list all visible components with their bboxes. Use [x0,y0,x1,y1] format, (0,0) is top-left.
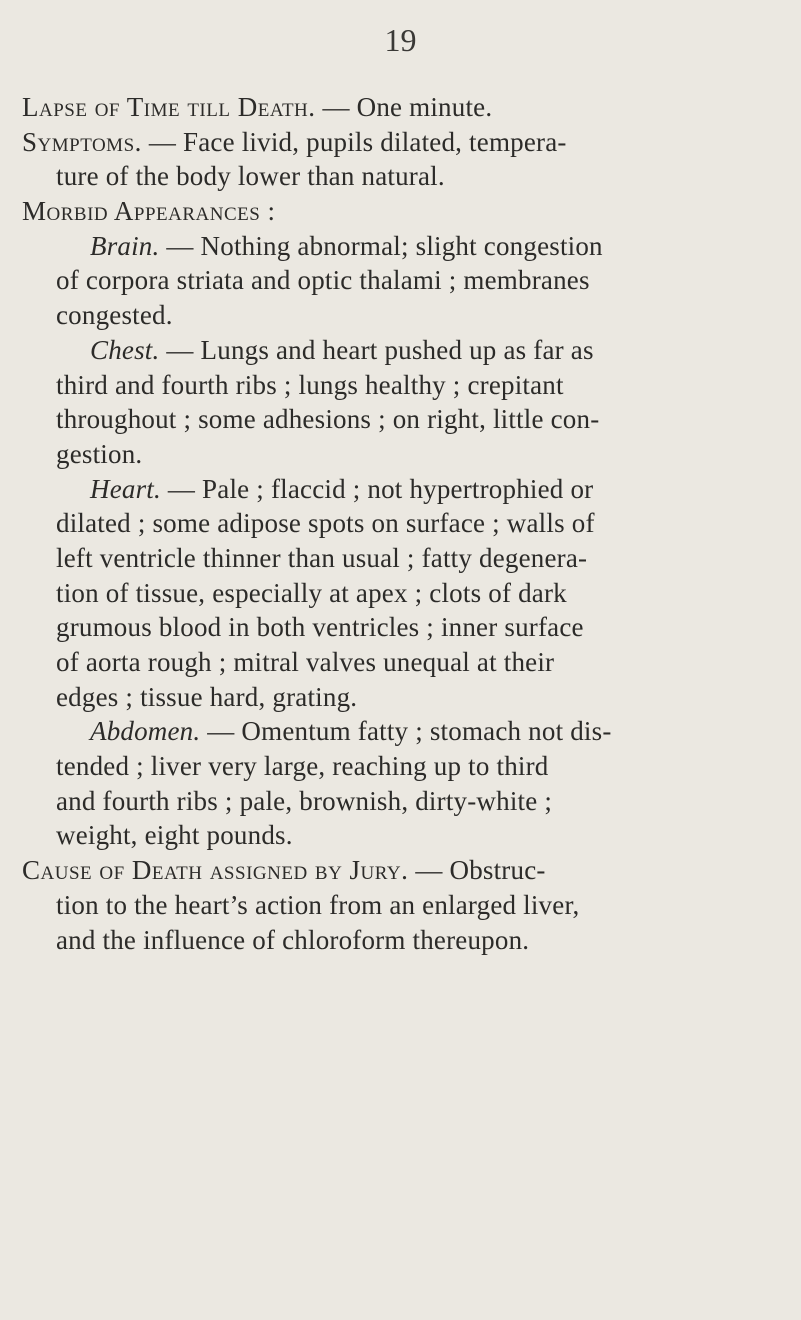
text-line: gestion. [56,438,143,469]
text-line: and fourth ribs ; pale, brownish, dirty-white ; [56,785,553,816]
text-line-cause [0,853,801,888]
text-line: tended ; liver very large, reaching up to third [56,751,549,782]
line-text: — Omentum fatty ; stomach not dis- [200,716,612,747]
text-line-abdomen [0,714,801,749]
heading-lapse-of-time: Lapse of Time till Death. [22,92,316,122]
text-line-chest [0,333,801,368]
heading-morbid-appearances: Morbid Appearances : [22,196,276,227]
text-line: weight, eight pounds. [56,820,293,851]
text-line: of corpora striata and optic thalami ; membranes [56,265,590,296]
text-line: ture of the body lower than natural. [56,161,445,192]
text-line: third and fourth ribs ; lungs healthy ; crepitant [56,369,564,400]
text-line: dilated ; some adipose spots on surface ; walls of [56,508,595,539]
text-line: edges ; tissue hard, grating. [56,681,358,712]
text-line-symptoms [0,125,801,160]
page-text [0,90,801,957]
line-text: — Face livid, pupils dilated, tempera- [141,126,567,157]
text-line-lapse [0,90,801,125]
text-line: congested. [56,300,173,331]
heading-cause-of-death: Cause of Death assigned by Jury. [22,855,409,886]
subheading-abdomen: Abdomen. [90,716,201,747]
subheading-heart: Heart. [90,473,161,504]
subheading-chest: Chest. [90,334,160,365]
text-line: grumous blood in both ventricles ; inner surface [56,612,584,643]
line-text: — Pale ; flaccid ; not hypertrophied or [160,473,594,504]
text-line: tion of tissue, especially at apex ; clots of dark [56,577,567,608]
text-line-heart [0,472,801,507]
page-number: 19 [384,22,417,58]
text-line: left ventricle thinner than usual ; fatty degenera- [56,542,588,573]
text-line-brain [0,229,801,264]
text-line: tion to the heart’s action from an enlarged liver, [56,889,580,920]
line-text: — One minute. [315,92,493,122]
text-line: throughout ; some adhesions ; on right, little con- [56,404,600,435]
text-line: and the influence of chloroform thereupon. [56,924,530,955]
line-text: — Obstruc- [408,855,546,886]
line-text: — Nothing abnormal; slight congestion [159,230,603,261]
subheading-brain: Brain. [90,230,160,261]
text-line: of aorta rough ; mitral valves unequal at their [56,647,555,677]
heading-symptoms: Symptoms. [22,126,142,157]
line-text: — Lungs and heart pushed up as far as [159,334,594,365]
